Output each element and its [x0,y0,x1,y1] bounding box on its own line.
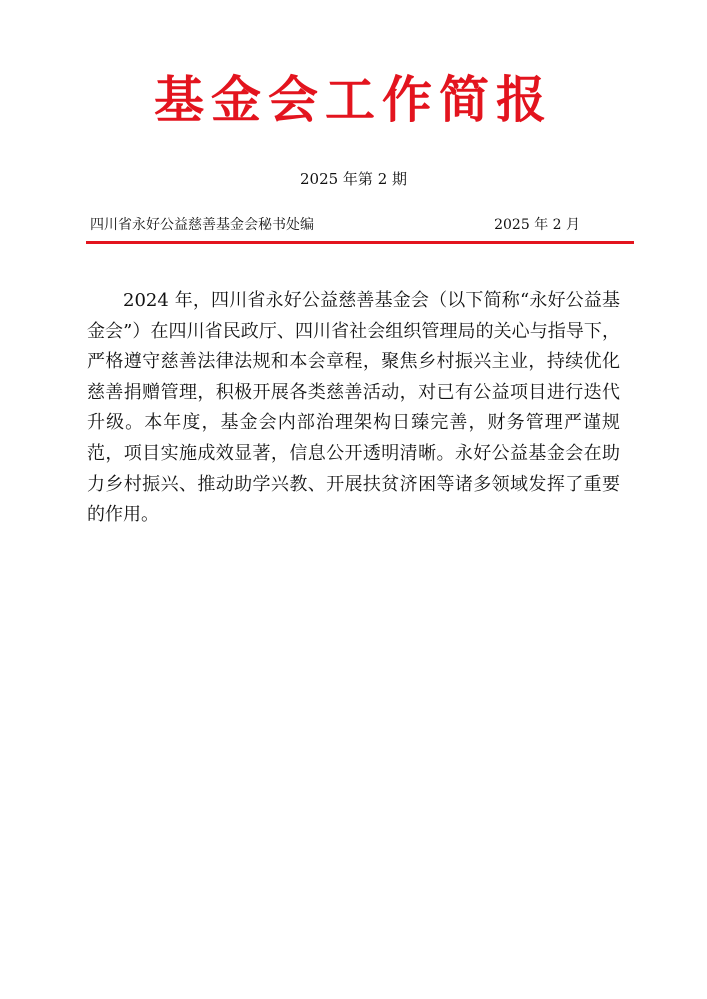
editor-label: 四川省永好公益慈善基金会秘书处编 [90,217,314,233]
body-paragraph: 2024 年，四川省永好公益慈善基金会（以下简称“永好公益基金会”）在四川省民政厅、四川省社会组织管理局的关心与指导下，严格遵守慈善法律法规和本会章程，聚焦乡村振兴主业，持续优化慈善捐赠管理，积极开展各类慈善活动，对已有公益项目进行迭代升级。本年度，基金会内部治理架构日臻完善，财务管理严谨规范，项目实施成效显著，信息公开透明清晰。永好公益基金会在助力乡村振兴、推动助学兴教、开展扶贫济困等诸多领域发挥了重要的作用。 [87,290,620,526]
issue-number: 2025 年第 2 期 [299,170,408,188]
masthead-title: 基金会工作简报 [154,71,553,129]
header-divider [86,241,634,244]
publish-date: 2025 年 2 月 [494,217,580,233]
editor-row [90,215,580,235]
